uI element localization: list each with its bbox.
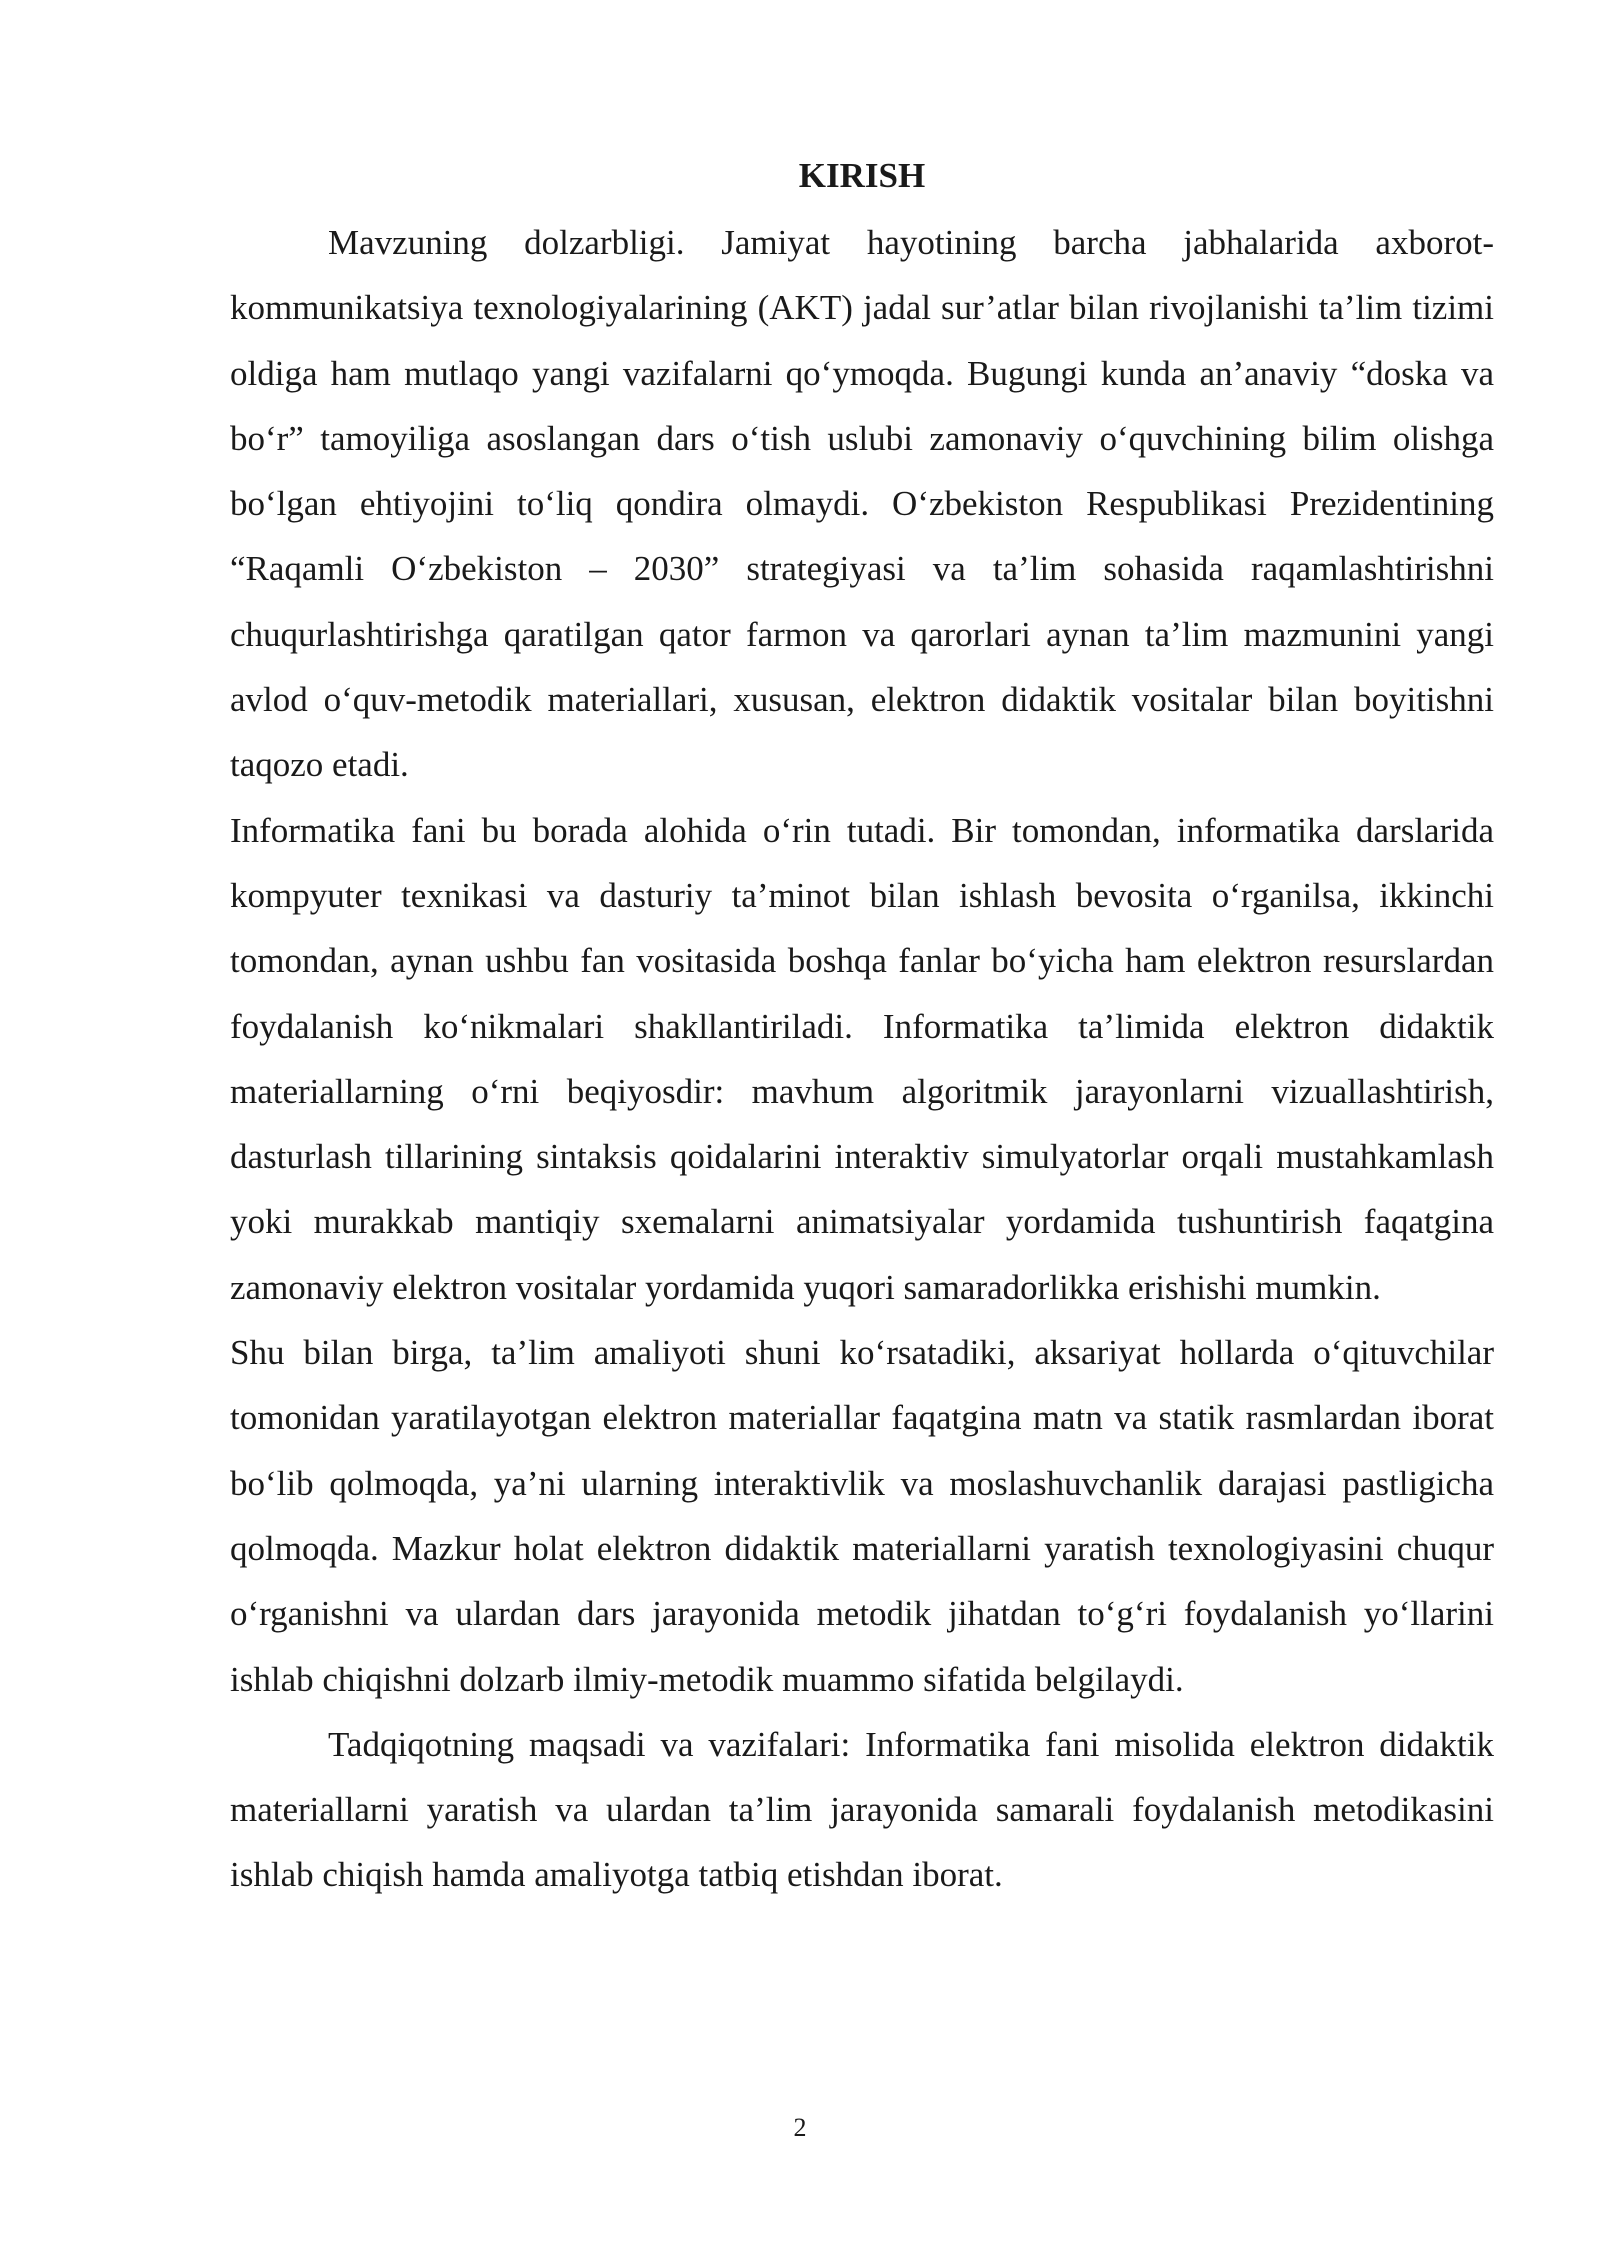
section-title: KIRISH (798, 156, 926, 195)
paragraph-practice (230, 1320, 1494, 1712)
page-content (230, 150, 1494, 1908)
paragraph-text-relevance: Jamiyat hayotining barcha jabhalarida axborot-kommunikatsiya texnologiyalarining (AKT) jadal sur’atlar bilan rivojlanishi ta’lim tizimi oldiga ham mutlaqo yangi vazifalarni qo‘ymoqda. Bugungi kunda an’anaviy “doska va bo‘r” tamoyiliga asoslangan dars o‘tish uslubi zamonaviy o‘quvchining bilim olishga bo‘lgan ehtiyojini to‘liq qondira olmaydi. O‘zbekiston Respublikasi Prezidentining “Raqamli O‘zbekiston – 2030” strategiyasi va ta’lim sohasida raqamlashtirishni chuqurlashtirishga qaratilgan qator farmon va qarorlari aynan ta’lim mazmunini yangi avlod o‘quv-metodik materiallari, xususan, elektron didaktik vositalar bilan boyitishni taqozo etadi. (230, 223, 1494, 785)
paragraph-lead-relevance: Mavzuning dolzarbligi. (328, 223, 685, 262)
paragraph-informatics (230, 798, 1494, 1320)
paragraph-text-practice: Shu bilan birga, ta’lim amaliyoti shuni ko‘rsatadiki, aksariyat hollarda o‘qituvchilar tomonidan yaratilayotgan elektron materiallar faqatgina matn va statik rasmlardan iborat bo‘lib qolmoqda, ya’ni ularning interaktivlik va moslashuvchanlik darajasi pastligicha qolmoqda. Mazkur holat elektron didaktik materiallarni yaratish texnologiyasini chuqur o‘rganishni va ulardan dars jarayonida metodik jihatdan to‘g‘ri foydalanish yo‘llarini ishlab chiqishni dolzarb ilmiy-metodik muammo sifatida belgilaydi. (230, 1333, 1494, 1699)
paragraph-text-informatics: Informatika fani bu borada alohida o‘rin tutadi. Bir tomondan, informatika darslarida kompyuter texnikasi va dasturiy ta’minot bilan ishlash bevosita o‘rganilsa, ikkinchi tomondan, aynan ushbu fan vositasida boshqa fanlar bo‘yicha ham elektron resurslardan foydalanish ko‘nikmalari shakllantiriladi. Informatika ta’limida elektron didaktik materiallarning o‘rni beqiyosdir: mavhum algoritmik jarayonlarni vizuallashtirish, dasturlash tillarining sintaksis qoidalarini interaktiv simulyatorlar orqali mustahkamlash yoki murakkab mantiqiy sxemalarni animatsiyalar yordamida tushuntirish faqatgina zamonaviy elektron vositalar yordamida yuqori samaradorlikka erishishi mumkin. (230, 810, 1494, 1307)
paragraph-lead-goals: Tadqiqotning maqsadi va vazifalari: (328, 1724, 851, 1764)
paragraph-relevance (230, 210, 1494, 798)
paragraph-goals (230, 1712, 1494, 1908)
page-number: 2 (793, 2113, 807, 2142)
paragraph-text-goals: Informatika fani misolida elektron didaktik materiallarni yaratish va ulardan ta’lim jarayonida samarali foydalanish metodikasini ishlab chiqish hamda amaliyotga tatbiq etishdan iborat. (230, 1724, 1494, 1895)
